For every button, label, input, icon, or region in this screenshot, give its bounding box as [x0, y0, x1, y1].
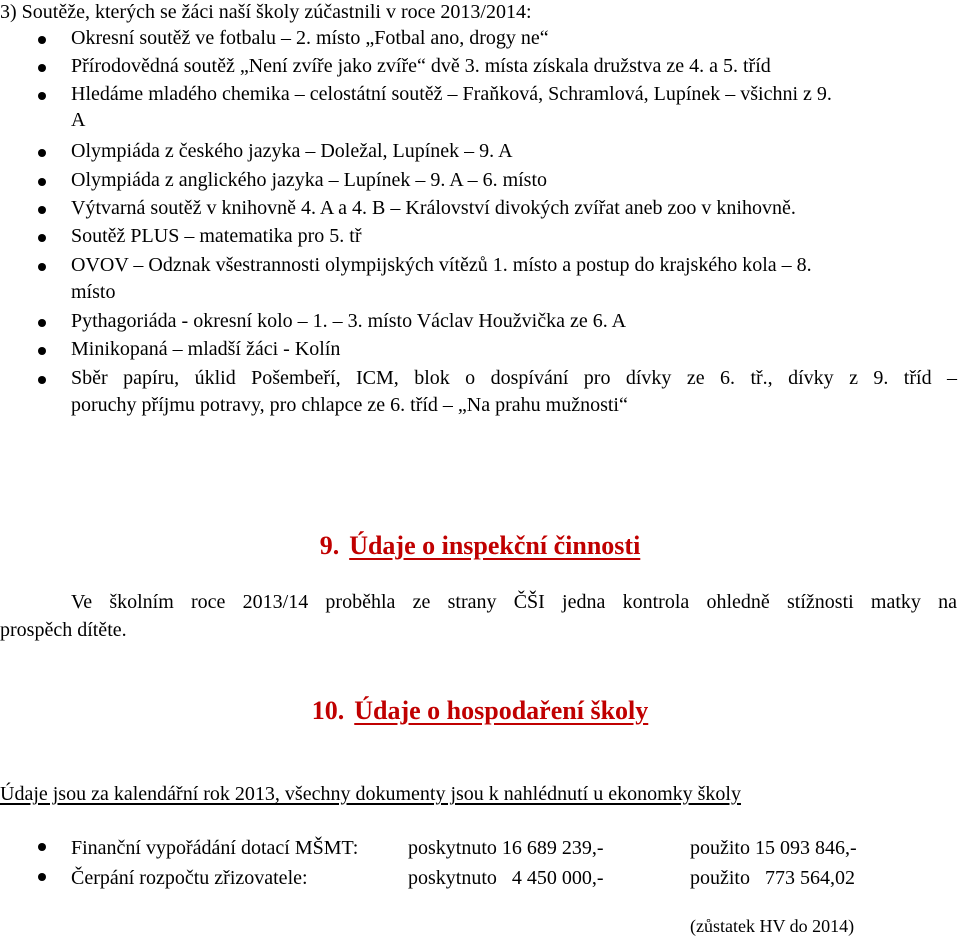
bullet-icon	[38, 234, 46, 242]
finance-row-label: Finanční vypořádání dotací MŠMT:	[71, 837, 359, 859]
finance-row-used: použito 15 093 846,-	[690, 837, 857, 859]
finance-heading-number: 10.	[311, 696, 345, 725]
bullet-icon	[38, 149, 46, 157]
list-item-text: Výtvarná soutěž v knihovně 4. A a 4. B – Království divokých zvířat aneb zoo v knihovně.	[71, 197, 796, 219]
list-item-text: Olympiáda z anglického jazyka – Lupínek – 9. A – 6. místo	[71, 169, 548, 191]
list-item-text: Minikopaná – mladší žáci - Kolín	[71, 338, 341, 360]
finance-row-used: použito 773 564,02	[690, 867, 855, 889]
list-item-text: Přírodovědná soutěž „Není zvíře jako zvíře“ dvě 3. místa získala družstva ze 4. a 5. tříd	[71, 55, 771, 77]
bullet-icon	[38, 319, 46, 327]
bullet-icon	[38, 64, 46, 72]
bullet-icon	[38, 347, 46, 355]
list-item-continuation: A	[71, 109, 86, 131]
finance-row-provided: poskytnuto 16 689 239,-	[408, 837, 604, 859]
bullet-icon	[38, 873, 46, 881]
finance-heading	[0, 696, 960, 726]
bullet-icon	[38, 843, 46, 851]
bullet-icon	[38, 263, 46, 271]
bullet-icon	[38, 178, 46, 186]
inspection-paragraph-line2: prospěch dítěte.	[0, 619, 127, 641]
balance-note: (zůstatek HV do 2014)	[690, 916, 855, 936]
list-item-text: Okresní soutěž ve fotbalu – 2. místo „Fotbal ano, drogy ne“	[71, 27, 549, 49]
list-item-text: Pythagoriáda - okresní kolo – 1. – 3. místo Václav Houžvička ze 6. A	[71, 310, 627, 332]
inspection-paragraph-line1: Ve školním roce 2013/14 proběhla ze strany ČŠI jedna kontrola ohledně stížnosti matky na	[71, 591, 957, 613]
list-item-continuation: místo	[71, 281, 116, 303]
inspection-heading-title: Údaje o inspekční činnosti	[349, 531, 641, 560]
competitions-title: 3) Soutěže, kterých se žáci naší školy zúčastnili v roce 2013/2014:	[0, 1, 532, 23]
list-item-text: Sběr papíru, úklid Pošembeří, ICM, blok o dospívání pro dívky ze 6. tř., dívky z 9. tříd –	[71, 367, 957, 389]
finance-row-label: Čerpání rozpočtu zřizovatele:	[71, 867, 308, 889]
list-item-continuation: poruchy příjmu potravy, pro chlapce ze 6. tříd – „Na prahu mužnosti“	[71, 394, 628, 416]
list-item-text: Hledáme mladého chemika – celostátní soutěž – Fraňková, Schramlová, Lupínek – všichni z 9.	[71, 83, 832, 105]
bullet-icon	[38, 92, 46, 100]
bullet-icon	[38, 36, 46, 44]
list-item-text: Soutěž PLUS – matematika pro 5. tř	[71, 225, 362, 247]
inspection-heading	[0, 531, 960, 561]
list-item-text: OVOV – Odznak všestrannosti olympijských vítězů 1. místo a postup do krajského kola – 8.	[71, 254, 812, 276]
list-item-text: Olympiáda z českého jazyka – Doležal, Lupínek – 9. A	[71, 140, 513, 162]
finance-intro: Údaje jsou za kalendářní rok 2013, všechny dokumenty jsou k nahlédnutí u ekonomky školy	[0, 783, 741, 805]
inspection-heading-number: 9.	[319, 531, 340, 560]
finance-row-provided: poskytnuto 4 450 000,-	[408, 867, 604, 889]
bullet-icon	[38, 376, 46, 384]
finance-heading-title: Údaje o hospodaření školy	[354, 696, 649, 725]
bullet-icon	[38, 206, 46, 214]
